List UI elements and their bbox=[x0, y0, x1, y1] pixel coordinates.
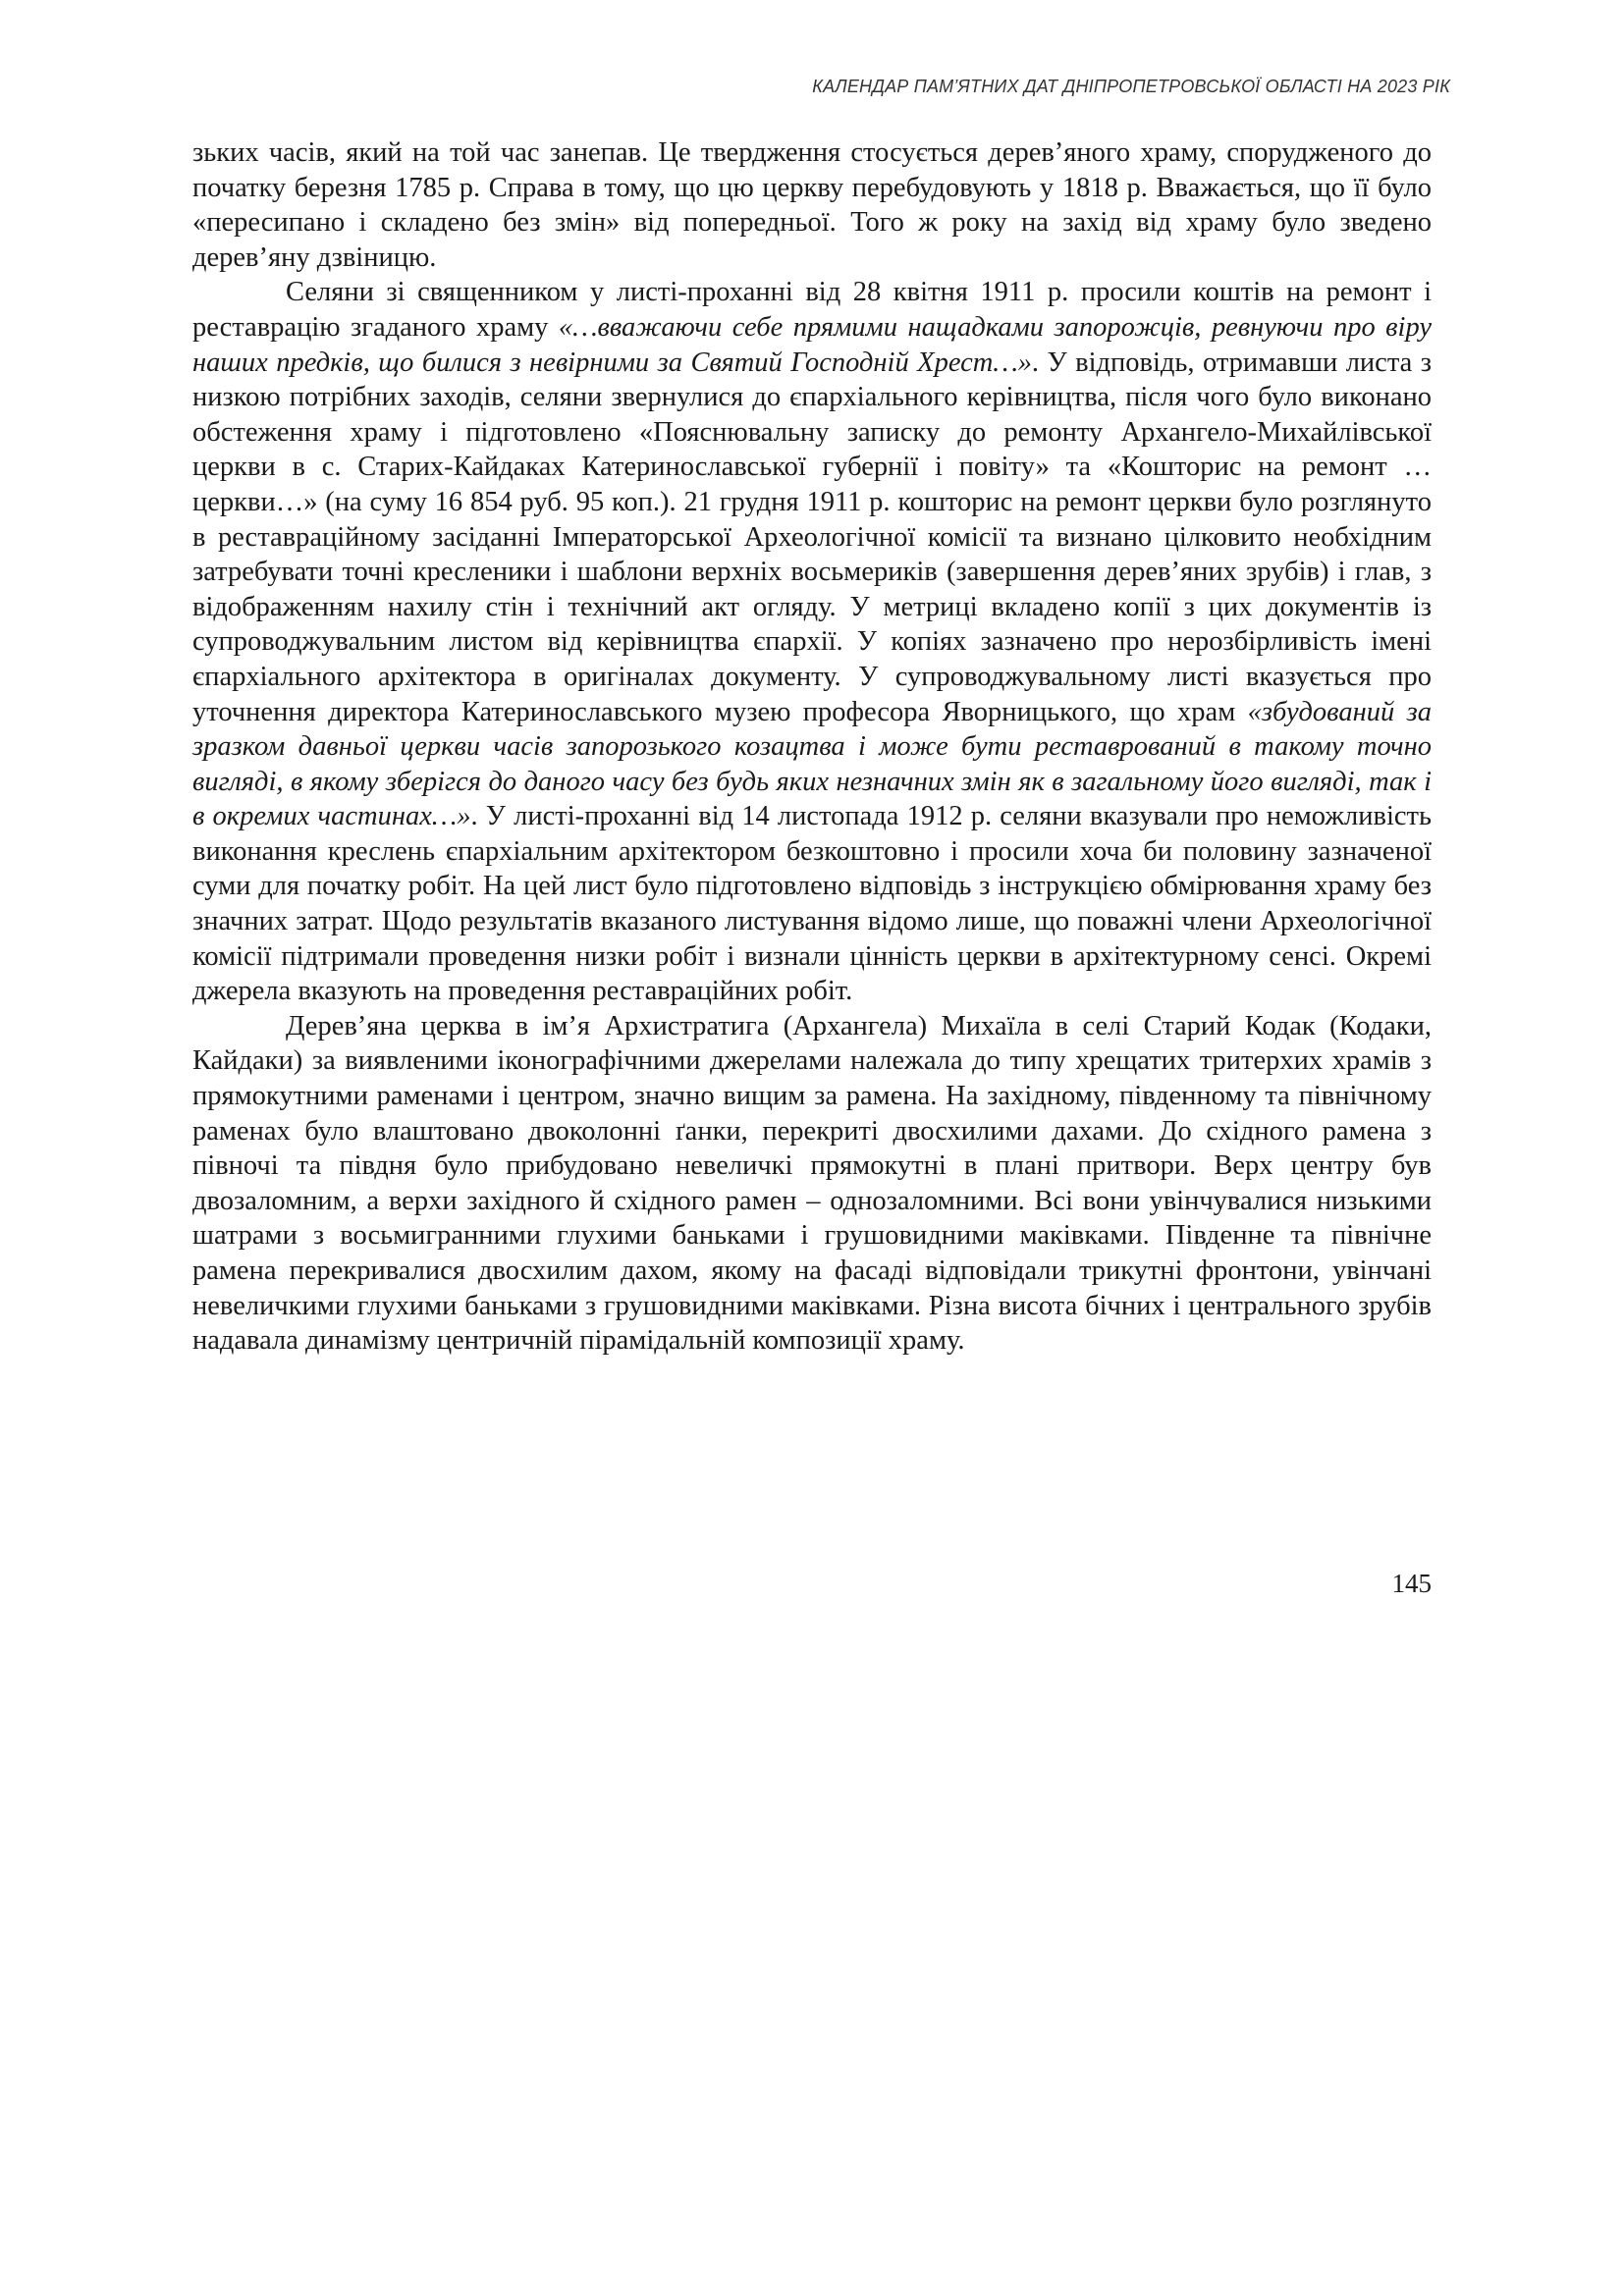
paragraph-2-quote-1: «…вважаючи себе прямими нащадками запорожців, ревнуючи про віру наших предків, що билися з невірними за Святий Господній Хрест…» bbox=[192, 311, 1432, 378]
page-number: 145 bbox=[1391, 1569, 1432, 1598]
paragraph-2-text-1: Селяни зі священником у листі-проханні від 28 квітня 1911 р. просили коштів на ремонт і реставрацію згаданого храму bbox=[192, 277, 1432, 343]
paragraph-2-text-3: . У листі-проханні від 14 листопада 1912 р. селяни вказували про неможливість виконання креслень єпархіальним архітектором безкоштовно і просили хоча би половину зазначеної суми для початку робіт. На цей лист було підготовлено відповідь з інструкцією обмірювання храму без значних затрат. Щодо результатів вказаного листування відомо лише, що поважні члени Археологічної комісії підтримали проведення низки робіт і визнали цінність церкви в архітектурному сенсі. Окремі джерела вказують на проведення реставраційних робіт. bbox=[192, 801, 1432, 1007]
paragraph-1: зьких часів, який на той час занепав. Це твердження стосується дерев’яного храму, спорудженого до початку березня 1785 р. Справа в тому, що цю церкву перебудовують у 1818 р. Вважається, що її було «пересипано і складено без змін» від попередньої. Того ж року на захід від храму було зведено дерев’яну дзвіницю. bbox=[192, 137, 1432, 273]
body-text bbox=[192, 135, 1432, 1359]
paragraph-2-quote-2: «збудований за зразком давньої церкви часів запорозького козацтва і може бути реставрований в такому точно вигляді, в якому зберігся до даного часу без будь яких незначних змін як в загальному його вигляді, так і в окремих частинах…» bbox=[192, 696, 1433, 832]
running-header: КАЛЕНДАР ПАМ’ЯТНИХ ДАТ ДНІПРОПЕТРОВСЬКОЇ ОБЛАСТІ НА 2023 РІК bbox=[812, 77, 1450, 96]
paragraph-2 bbox=[192, 275, 1432, 1008]
paragraph-3: Дерев’яна церква в ім’я Архистратига (Архангела) Михаїла в селі Старий Кодак (Кодаки, Кайдаки) за виявленими іконографічними джерелами належала до типу хрещатих тритерхих храмів з прямокутними раменами і центром, значно вищим за рамена. На західному, південному та північному раменах було влаштовано двоколонні ґанки, перекриті двосхилими дахами. До східного рамена з півночі та півдня було прибудовано невеличкі прямокутні в плані притвори. Верх центру був двозаломним, а верхи західного й східного рамен – однозаломними. Всі вони увінчувалися низькими шатрами з восьмигранними глухими баньками і грушовидними маківками. Південне та північне рамена перекривалися двосхилим дахом, якому на фасаді відповідали трикутні фронтони, увінчані невеличкими глухими баньками з грушовидними маківками. Різна висота бічних і центрального зрубів надавала динамізму центричній пірамідальній композиції храму. bbox=[192, 1010, 1432, 1357]
paragraph-2-text-2: . У відповідь, отримавши листа з низкою потрібних заходів, селяни звернулися до єпархіального керівництва, після чого було виконано обстеження храму і підготовлено «Пояснювальну записку до ремонту Архангело-Михайлівської церкви в с. Старих-Кайдаках Катеринославської губернії і повіту» та «Кошторис на ремонт … церкви…» (на суму 16 854 руб. 95 коп.). 21 грудня 1911 р. кошторис на ремонт церкви було розглянуто в реставраційному засіданні Імператорської Археологічної комісії та визнано цілковито необхідним затребувати точні кресленики і шаблони верхніх восьмериків (завершення дерев’яних зрубів) і глав, з відображенням нахилу стін і технічний акт огляду. У метриці вкладено копії з цих документів із супроводжувальним листом від керівництва єпархії. У копіях зазначено про нерозбірливість імені єпархіального архітектора в оригіналах документу. У супроводжувальному листі вказується про уточнення директора Катеринославського музею професора Яворницького, що храм bbox=[192, 347, 1432, 727]
